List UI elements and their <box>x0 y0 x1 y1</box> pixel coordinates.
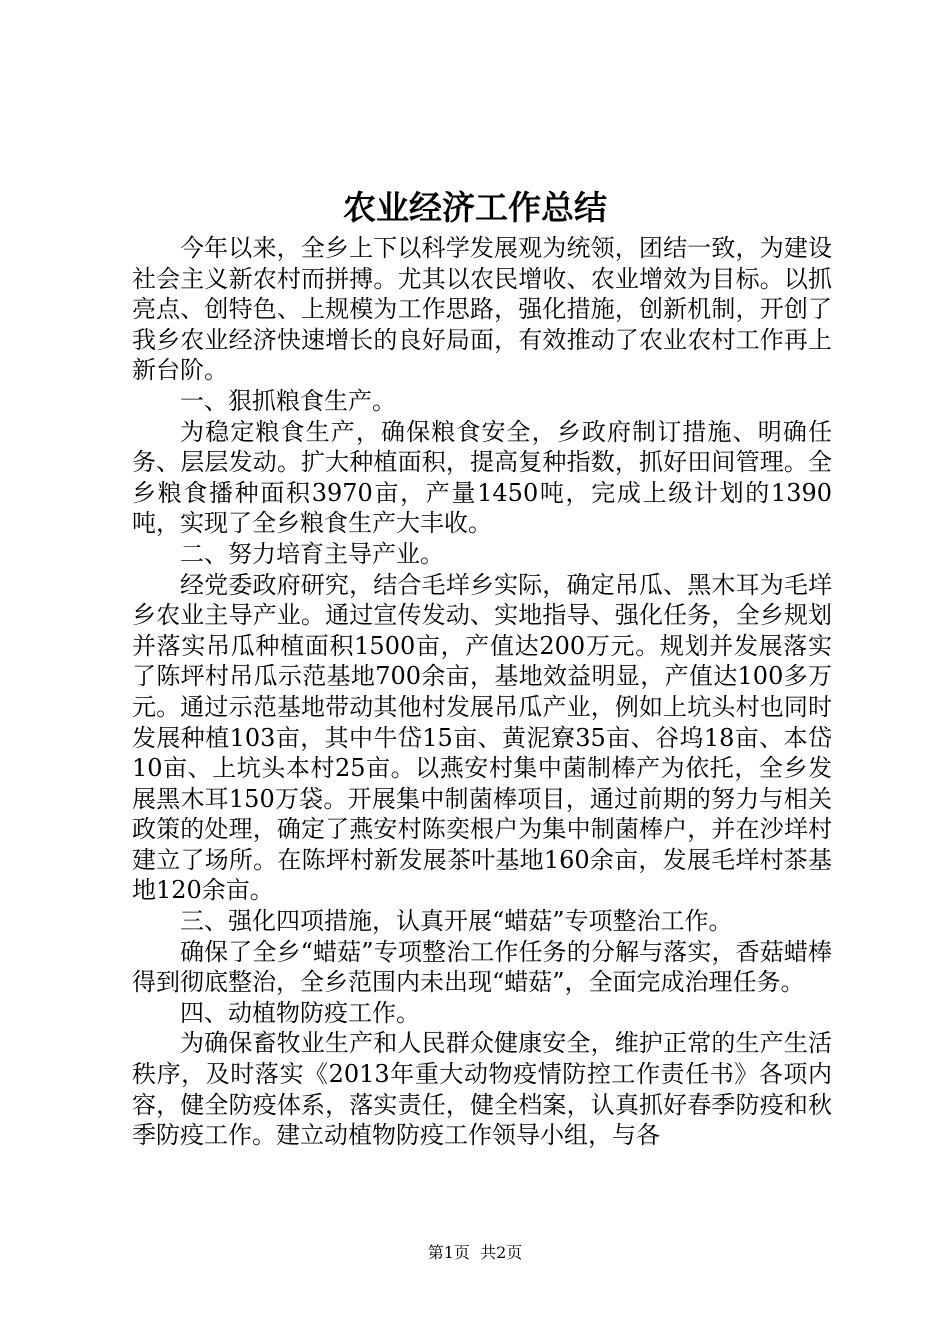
page-footer <box>0 1243 950 1263</box>
section-paragraph-4: 为确保畜牧业生产和人民群众健康安全，维护正常的生产生活秩序，及时落实《2013年重大动物疫情防控工作责任书》各项内容，健全防疫体系，落实责任，健全档案，认真抓好春季防疫和秋季防疫工作。建立动植物防疫工作领导小组，与各 <box>132 1029 832 1150</box>
intro-paragraph: 今年以来，全乡上下以科学发展观为统领，团结一致，为建设社会主义新农村而拼搏。尤其以农民增收、农业增效为目标。以抓亮点、创特色、上规模为工作思路，强化措施，创新机制，开创了我乡农业经济快速增长的良好局面，有效推动了农业农村工作再上新台阶。 <box>132 234 832 385</box>
document-body <box>132 233 832 1151</box>
page-number-label: 第1页 共2页 <box>427 1243 523 1262</box>
section-heading-3: 三、强化四项措施，认真开展“蜡菇”专项整治工作。 <box>180 907 733 936</box>
section-paragraph-2: 经党委政府研究，结合毛垟乡实际，确定吊瓜、黑木耳为毛垟乡农业主导产业。通过宣传发动、实地指导、强化任务，全乡规划并落实吊瓜种植面积1500亩，产值达200万元。规划并发展落实了陈坪村吊瓜示范基地700余亩，基地效益明显，产值达100多万元。通过示范基地带动其他村发展吊瓜产业，例如上坑头村也同时发展种植103亩，其中牛岱15亩、黄泥寮35亩、谷坞18亩、本岱10亩、上坑头本村25亩。以燕安村集中菌制棒产为依托，全乡发展黑木耳150万袋。开展集中制菌棒项目，通过前期的努力与相关政策的处理，确定了燕安村陈奕根户为集中制菌棒户，并在沙垟村建立了场所。在陈坪村新发展茶叶基地160余亩，发展毛垟村茶基地120余亩。 <box>132 570 832 905</box>
section-heading-4: 四、动植物防疫工作。 <box>180 998 420 1027</box>
section-heading-2: 二、努力培育主导产业。 <box>180 539 444 568</box>
document-title: 农业经济工作总结 <box>343 188 607 227</box>
section-paragraph-3: 确保了全乡“蜡菇”专项整治工作任务的分解与落实，香菇蜡棒得到彻底整治，全乡范围内未出现“蜡菇”，全面完成治理任务。 <box>132 937 832 997</box>
section-paragraph-1: 为稳定粮食生产，确保粮食安全，乡政府制订措施、明确任务、层层发动。扩大种植面积，提高复种指数，抓好田间管理。全乡粮食播种面积3970亩，产量1450吨，完成上级计划的1390吨，实现了全乡粮食生产大丰收。 <box>132 417 832 538</box>
section-heading-1: 一、狠抓粮食生产。 <box>180 386 396 415</box>
